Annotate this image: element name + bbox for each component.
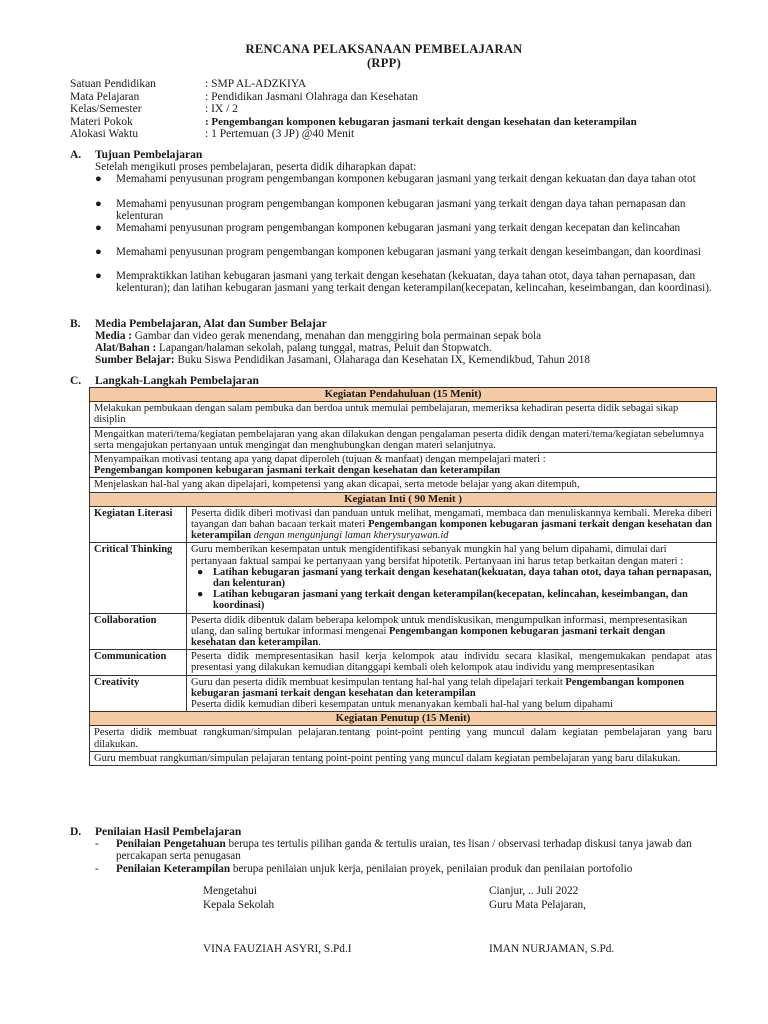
section-c-heading xyxy=(70,375,259,387)
signature-role: Kepala Sekolah xyxy=(203,899,275,911)
table-cell xyxy=(187,543,717,613)
media-value: Gambar dan video gerak menendang, menahan dan menggiring bola permainan sepak bola xyxy=(131,330,542,342)
list-item: ● Latihan kebugaran jasmani yang terkait dengan keterampilan(kecepatan, kelincahan, keseimbangan, dan koordinasi) xyxy=(197,589,688,612)
activity-table xyxy=(89,387,717,766)
alat-label: Alat/Bahan : xyxy=(95,342,157,354)
table-cell: Melakukan pembukaan dengan salam pembuka dan berdoa untuk memulai pembelajaran, memeriksa kehadiran peserta didik sebagai sikap disiplin xyxy=(90,402,717,427)
section-d-heading xyxy=(70,826,241,838)
media-label: Media : xyxy=(95,330,132,342)
signature-label: Mengetahui xyxy=(203,885,257,897)
table-row xyxy=(90,506,717,543)
section-letter: D. xyxy=(70,826,82,838)
section-title: Media Pembelajaran, Alat dan Sumber Belajar xyxy=(95,318,327,330)
table-cell xyxy=(187,506,717,543)
identity-block xyxy=(70,78,730,142)
list-item: ● Latihan kebugaran jasmani yang terkait dengan kesehatan(kekuatan, daya tahan otot, daya tahan pernapasan, dan kelenturan) xyxy=(197,566,712,590)
signature-name-left: VINA FAUZIAH ASYRI, S.Pd.I xyxy=(203,943,352,955)
info-label: Materi Pokok xyxy=(70,115,133,128)
table-row xyxy=(90,453,717,478)
motivasi-bold: Pengembangan komponen kebugaran jasmani terkait dengan kesehatan dan keterampilan xyxy=(94,465,501,477)
sumber-label: Sumber Belajar: xyxy=(95,354,175,366)
table-cell: Mengaitkan materi/tema/kegiatan pembelajaran yang akan dilakukan dengan pengalaman peserta didik dengan materi/tema/kegiatan sebelumnya serta mengajukan pertanyaan untuk mengingat dan menghubungkan dengan materi selanjutnya. xyxy=(90,427,717,452)
literasi-text: Peserta didik diberi motivasi dan panduan untuk melihat, mengamati, membaca dan menuliskannya kembali. Mereka diberi tayangan dan bahan bacaan terkait materi xyxy=(191,507,712,531)
info-label: Satuan Pendidikan xyxy=(70,78,156,90)
dash-icon: - xyxy=(95,863,99,875)
section-title: Penilaian Hasil Pembelajaran xyxy=(95,826,242,838)
row-label: Communication xyxy=(90,650,187,675)
table-cell: Peserta didik mempresentasikan hasil kerja kelompok atau individu secara klasikal, mengemukakan pendapat atas presentasi yang dilakukan kemudian ditanggapi kembali oleh kelompok atau individu yang mempresentasikan xyxy=(187,650,717,675)
table-row xyxy=(90,388,717,402)
table-cell: Guru dan peserta didik membuat kesimpulan tentang hal-hal yang telah dipelajari terkait Pengembangan komponen kebugaran jasmani terkait dengan kesehatan dan keterampilan Peserta didik kemudian diberi kesempatan untuk menanyakan kembali hal-hal yang belum dipahami xyxy=(187,675,717,712)
media-line xyxy=(95,330,541,342)
table-cell: Guru membuat rangkuman/simpulan pelajaran tentang point-point penting yang muncul dalam kegiatan pembelajaran yang baru dilakukan. xyxy=(90,751,717,765)
table-row xyxy=(90,543,717,613)
critical-text: Guru memberikan kesempatan untuk mengidentifikasi sebanyak mungkin hal yang belum dipahami, dimulai dari pertanyaan faktual sampai ke pertanyaan yang bersifat hipotetik. Pertanyaan ini harus tetap berkaitan dengan materi : xyxy=(191,544,684,567)
alat-line xyxy=(95,342,492,354)
motivasi-text: Menyampaikan motivasi tentang apa yang dapat diperoleh (tujuan & manfaat) dengan mempelajari materi : xyxy=(94,454,546,466)
table-row xyxy=(90,427,717,452)
table-cell: Peserta didik membuat rangkuman/simpulan pelajaran.tentang point-point penting yang muncul dalam kegiatan pembelajaran yang baru dilakukan. xyxy=(90,726,717,751)
table-row xyxy=(90,650,717,675)
table-row xyxy=(90,751,717,765)
list-item: ● Memahami penyusunan program pengembangan komponen kebugaran jasmani yang terkait dengan kecepatan dan kelincahan xyxy=(95,222,681,234)
inti-header: Kegiatan Inti ( 90 Menit ) xyxy=(90,492,717,506)
sumber-line xyxy=(95,354,590,366)
sumber-value: Buku Siswa Pendidikan Jasamani, Olaharaga dan Kesehatan IX, Kemendikbud, Tahun 2018 xyxy=(174,354,590,366)
bullet-icon: ● xyxy=(95,173,102,185)
info-value: : IX / 2 xyxy=(205,103,238,115)
signature-role: Guru Mata Pelajaran, xyxy=(489,899,586,911)
table-row xyxy=(90,675,717,712)
literasi-bold: Pengembangan komponen kebugaran jasmani terkait dengan kesehatan dan keterampilan xyxy=(191,519,712,542)
penutup-header: Kegiatan Penutup (15 Menit) xyxy=(90,712,717,726)
row-label: Collaboration xyxy=(90,613,187,650)
row-label: Kegiatan Literasi xyxy=(90,506,187,543)
row-label: Critical Thinking xyxy=(90,543,187,613)
list-item: - Penilaian Keterampilan berupa penilaian unjuk kerja, penilaian proyek, penilaian produk dan penilaian portofolio xyxy=(95,863,633,875)
table-row xyxy=(90,613,717,650)
signature-right xyxy=(489,884,586,912)
row-label: Creativity xyxy=(90,675,187,712)
list-item: ● Memahami penyusunan program pengembangan komponen kebugaran jasmani yang terkait dengan kekuatan dan daya tahan otot xyxy=(95,173,696,185)
document-subtitle: (RPP) xyxy=(366,56,402,70)
table-cell xyxy=(90,453,717,478)
section-title: Tujuan Pembelajaran xyxy=(95,149,203,161)
alat-value: Lapangan/halaman sekolah, palang tunggal, matras, Peluit dan Stopwatch. xyxy=(156,342,492,354)
info-label: Alokasi Waktu xyxy=(70,128,139,140)
pendahuluan-header: Kegiatan Pendahuluan (15 Menit) xyxy=(90,388,717,402)
info-label: Mata Pelajaran xyxy=(70,90,140,103)
info-value: : Pendidikan Jasmani Olahraga dan Kesehatan xyxy=(205,90,419,103)
section-a-heading xyxy=(70,149,202,161)
bullet-icon: ● xyxy=(197,566,204,578)
table-row xyxy=(90,402,717,427)
list-item: ● Memahami penyusunan program pengembangan komponen kebugaran jasmani yang terkait dengan daya tahan pernapasan dan kelenturan xyxy=(95,198,686,223)
table-row xyxy=(90,492,717,506)
bullet-icon: ● xyxy=(95,246,102,258)
signature-left xyxy=(203,884,274,912)
list-item: ● Memahami penyusunan program pengembangan komponen kebugaran jasmani yang terkait dengan keseimbangan, dan koordinasi xyxy=(95,246,701,258)
bullet-icon: ● xyxy=(197,589,204,601)
list-item: ● Mempraktikkan latihan kebugaran jasmani yang terkait dengan kesehatan (kekuatan, daya tahan otot, daya tahan pernapasan, dan kelenturan); dan latihan kebugaran jasmani yang terkait dengan keterampilan(kecepatan, kelincahan, keseimbangan, dan koordinasi). xyxy=(95,270,712,295)
bullet-icon: ● xyxy=(95,222,102,234)
table-row xyxy=(90,726,717,751)
section-letter: A. xyxy=(70,149,82,161)
table-cell: Menjelaskan hal-hal yang akan dipelajari, kompetensi yang akan dicapai, serta metode belajar yang akan ditempuh, xyxy=(90,478,717,492)
bullet-icon: ● xyxy=(95,198,102,210)
info-value: : 1 Pertemuan (3 JP) @40 Menit xyxy=(205,128,355,140)
table-cell: Peserta didik dibentuk dalam beberapa kelompok untuk mendiskusikan, mengumpulkan informasi, mempresentasikan ulang, dan saling bertukar informasi mengenai Pengembangan komponen kebugaran jasmani terkait dengan kesehatan dan keterampilan. xyxy=(187,613,717,650)
section-letter: B. xyxy=(70,318,81,330)
dash-icon: - xyxy=(95,838,99,850)
signature-place-date: Cianjur, .. Juli 2022 xyxy=(489,885,579,897)
section-title: Langkah-Langkah Pembelajaran xyxy=(95,375,259,387)
list-item: - Penilaian Pengetahuan berupa tes tertulis pilihan ganda & tertulis uraian, tes lisan / observasi terhadap diskusi tanya jawab dan percakapan serta penugasan xyxy=(95,838,692,863)
info-value: : Pengembangan komponen kebugaran jasmani terkait dengan kesehatan dan keterampilan xyxy=(205,115,637,128)
document-title: RENCANA PELAKSANAAN PEMBELAJARAN xyxy=(245,42,523,56)
bullet-icon: ● xyxy=(95,270,102,282)
table-row xyxy=(90,712,717,726)
section-b-heading xyxy=(70,318,327,330)
section-a-intro: Setelah mengikuti proses pembelajaran, peserta didik diharapkan dapat: xyxy=(95,161,417,173)
table-row xyxy=(90,478,717,492)
signature-name-right: IMAN NURJAMAN, S.Pd. xyxy=(489,943,615,955)
info-value: : SMP AL-ADZKIYA xyxy=(205,78,307,90)
section-letter: C. xyxy=(70,375,82,387)
info-label: Kelas/Semester xyxy=(70,103,142,115)
literasi-link-text: dengan mengunjungi laman kherysuryawan.id xyxy=(251,530,449,542)
